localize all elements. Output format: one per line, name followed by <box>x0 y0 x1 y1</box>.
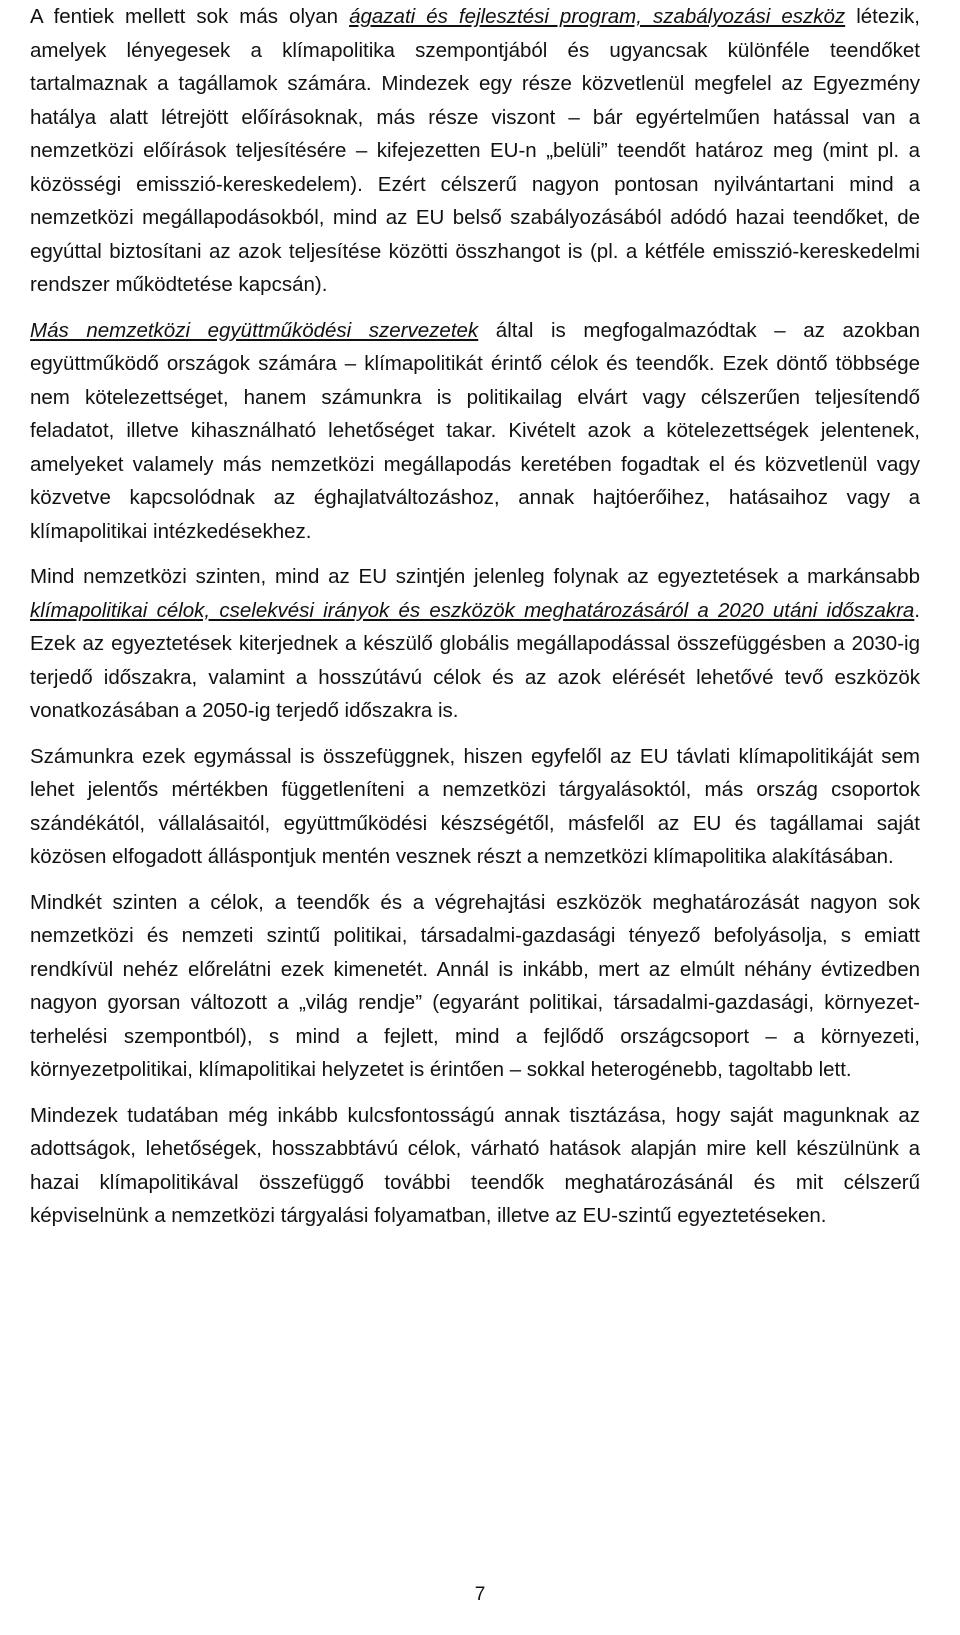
paragraph-6-text: Mindezek tudatában még inkább kulcsfontosságú annak tisztázása, hogy saját magunknak az adottságok, lehetőségek, hosszabbtávú célok, várható hatások alapján mire kell készülnünk a hazai klímapolitikával összefüggő további teendők meghatározásánál és mit célszerű képviselnünk a nemzetközi tárgyalási folyamatban, illetve az EU-szintű egyeztetéseken. <box>30 1103 920 1227</box>
paragraph-3-emphasis: klímapolitikai célok, cselekvési irányok és eszközök meghatározásáról a 2020 utáni időszakra <box>30 598 915 622</box>
paragraph-3-text-start: Mind nemzetközi szinten, mind az EU szintjén jelenleg folynak az egyeztetések a markánsabb <box>30 565 920 588</box>
paragraph-1-emphasis: ágazati és fejlesztési program, szabályozási eszköz <box>349 5 846 28</box>
paragraph-3-text-end: . Ezek az egyeztetések kiterjednek a készülő globális megállapodással összefüggésben a 2030-ig terjedő időszakra, valamint a hosszútávú célok és az azok elérését lehetővé tevő eszközök vonatkozásában a 2050-ig terjedő időszakra is. <box>30 598 920 722</box>
paragraph-4 <box>30 740 920 874</box>
paragraph-2 <box>30 314 920 549</box>
page-number: 7 <box>474 1584 486 1605</box>
paragraph-4-text: Számunkra ezek egymással is összefüggnek, hiszen egyfelől az EU távlati klímapolitikáját sem lehet jelentős mértékben függetleníteni a nemzetközi tárgyalásoktól, más ország csoportok szándékától, vállalásaitól, együttműködési készségétől, másfelől az EU és tagállamai saját közösen elfogadott álláspontjuk mentén vesznek részt a nemzetközi klímapolitika alakításában. <box>30 744 920 868</box>
paragraph-1-text-end: létezik, amelyek lényegesek a klímapolitika szempontjából és ugyancsak különféle teendőket tartalmaznak a tagállamok számára. Mindezek egy része közvetlenül megfelel az Egyezmény hatálya alatt létrejött előírásoknak, más része viszont – bár egyértelműen hatással van a nemzetközi előírások teljesítésére – kifejezetten EU-n „belüli” teendőt határoz meg (mint pl. a közösségi emisszió-kereskedelem). Ezért célszerű nagyon pontosan nyilvántartani mind a nemzetközi megállapodásokból, mind az EU belső szabályozásából adódó hazai teendőket, de egyúttal biztosítani az azok teljesítése közötti összhangot is (pl. a kétféle emisszió-kereskedelmi rendszer működtetése kapcsán). <box>30 5 920 296</box>
paragraph-6 <box>30 1099 920 1233</box>
paragraph-2-emphasis: Más nemzetközi együttműködési szervezetek <box>30 318 479 342</box>
body-text <box>30 0 920 1245</box>
paragraph-3 <box>30 560 920 728</box>
paragraph-2-text-end: által is megfogalmazódtak – az azokban együttműködő országok számára – klímapolitikát érintő célok és teendők. Ezek döntő többsége nem kötelezettséget, hanem számunkra is politikailag elvárt vagy célszerűen teljesítendő feladatot, illetve kihasználható lehetőséget takar. Kivételt azok a kötelezettségek jelentenek, amelyeket valamely más nemzetközi megállapodás keretében fogadtak el és közvetlenül vagy közvetve kapcsolódnak az éghajlatváltozáshoz, annak hajtóerőihez, hatásaihoz vagy a klímapolitikai intézkedésekhez. <box>30 318 920 543</box>
paragraph-5-text: Mindkét szinten a célok, a teendők és a végrehajtási eszközök meghatározását nagyon sok nemzetközi és nemzeti szintű politikai, társadalmi-gazdasági tényező befolyásolja, s emiatt rendkívül nehéz előrelátni ezek kimenetét. Annál is inkább, mert az elmúlt néhány évtizedben nagyon gyorsan változott a „világ rendje” (egyaránt politikai, társadalmi-gazdasági, környezet-terhelési szempontból), s mind a fejlett, mind a fejlődő országcsoport – a környezeti, környezetpolitikai, klímapolitikai helyzetet is érintően – sokkal heterogénebb, tagoltabb lett. <box>30 890 920 1081</box>
paragraph-1 <box>30 0 920 302</box>
paragraph-1-text-start: A fentiek mellett sok más olyan <box>30 5 350 28</box>
paragraph-5 <box>30 886 920 1087</box>
